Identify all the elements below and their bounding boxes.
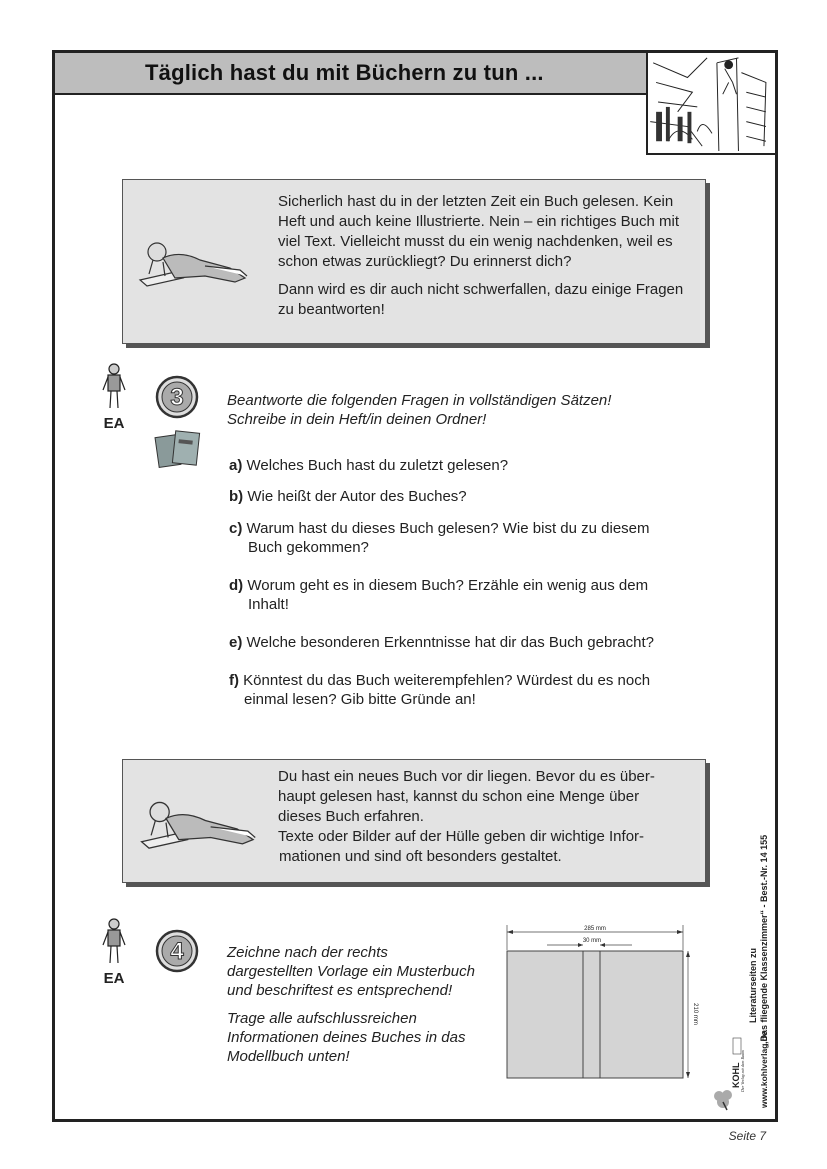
task-number-3: 3 — [170, 384, 184, 411]
page-number: Seite 7 — [728, 1129, 766, 1143]
question-c: c) Warum hast du dieses Buch gelesen? Wie bist du zu diesem Buch gekommen? — [229, 520, 650, 556]
question-e: e) Welche besonderen Erkenntnisse hat dir das Buch gebracht? — [229, 634, 654, 651]
ea-label-task3 — [97, 362, 131, 432]
cover-info-line-5: mationen und sind oft besonders gestaltet. — [279, 848, 562, 865]
child-figure-icon — [99, 362, 129, 410]
title-bar — [55, 53, 646, 95]
books-icon — [154, 430, 204, 470]
intro-paragraph-1: Sicherlich hast du in der letzten Zeit ein Buch gelesen. Kein Heft und auch keine Illustrierte. Nein – ein richtiges Buch mit viel Text. Vielleicht musst du ein wenig nachdenken, weil es schon etwas zurückliegt? Du erinnerst dich? — [278, 193, 680, 270]
publisher-logo — [713, 1030, 745, 1112]
book-template-diagram — [502, 922, 696, 1080]
page-title: Täglich hast du mit Büchern zu tun ... — [145, 60, 544, 85]
cover-info-line-2: haupt gelesen hast, kannst du schon eine Menge über — [278, 788, 640, 805]
ea-label-task4 — [97, 917, 131, 987]
cover-info-box — [122, 759, 706, 883]
question-d: d) Worum geht es in diesem Buch? Erzähle ein wenig aus dem Inhalt! — [229, 577, 649, 613]
cover-info-line-1: Du hast ein neues Buch vor dir liegen. Bevor du es über- — [278, 768, 655, 785]
task4-paragraph-1: Zeichne nach der rechts dargestellten Vorlage ein Musterbuch und beschriftest es entsprechend! — [227, 944, 475, 999]
task4-paragraph-2: Trage alle aufschlussreichen Informationen deines Buches in das Modellbuch unten! — [227, 1010, 466, 1065]
child-figure-icon — [99, 917, 129, 965]
school-illustration — [646, 53, 775, 155]
ea-text: EA — [103, 970, 125, 987]
cover-info-line-4: Texte oder Bilder auf der Hülle geben dir wichtige Infor- — [278, 828, 645, 845]
spine-label: 30 mm — [582, 938, 602, 944]
sidebar-line-2: „Das fliegende Klassenzimmer“ - Best.-Nr. 14 155 — [759, 834, 769, 1046]
width-label: 285 mm — [584, 926, 606, 932]
question-a: a) Welches Buch hast du zuletzt gelesen? — [229, 457, 509, 474]
publisher-slogan: Der Verlag mit dem Baum — [740, 1050, 745, 1092]
publisher-sidebar — [745, 770, 775, 1110]
task3-instruction-2: Schreibe in dein Heft/in deinen Ordner! — [227, 411, 487, 428]
height-label: 210 mm — [692, 1003, 698, 1025]
cover-info-line-3: dieses Buch erfahren. — [278, 808, 424, 825]
intro-box — [122, 179, 706, 344]
ea-text: EA — [103, 415, 125, 432]
publisher-url: www.kohlverlag.de — [759, 1031, 769, 1108]
publisher-name: KOHL — [731, 1062, 741, 1088]
reading-child-illustration — [135, 220, 255, 300]
task-number-4-icon — [155, 929, 199, 973]
reading-child-illustration — [135, 778, 265, 863]
question-f: f) Könntest du das Buch weiterempfehlen? Würdest du es noch einmal lesen? Gib bitte Gründe an! — [229, 672, 651, 708]
sidebar-line-1: Literaturseiten zu — [748, 947, 758, 1023]
question-b: b) Wie heißt der Autor des Buches? — [229, 488, 467, 505]
task-number-3-icon — [155, 375, 199, 419]
task-number-4: 4 — [170, 938, 184, 965]
task3-instructions — [227, 391, 727, 429]
intro-paragraph-2: Dann wird es dir auch nicht schwerfallen, dazu einige Fragen zu beantworten! — [278, 281, 684, 318]
task4-instructions — [227, 943, 477, 1075]
task3-instruction-1: Beantworte die folgenden Fragen in vollständigen Sätzen! — [227, 392, 612, 409]
